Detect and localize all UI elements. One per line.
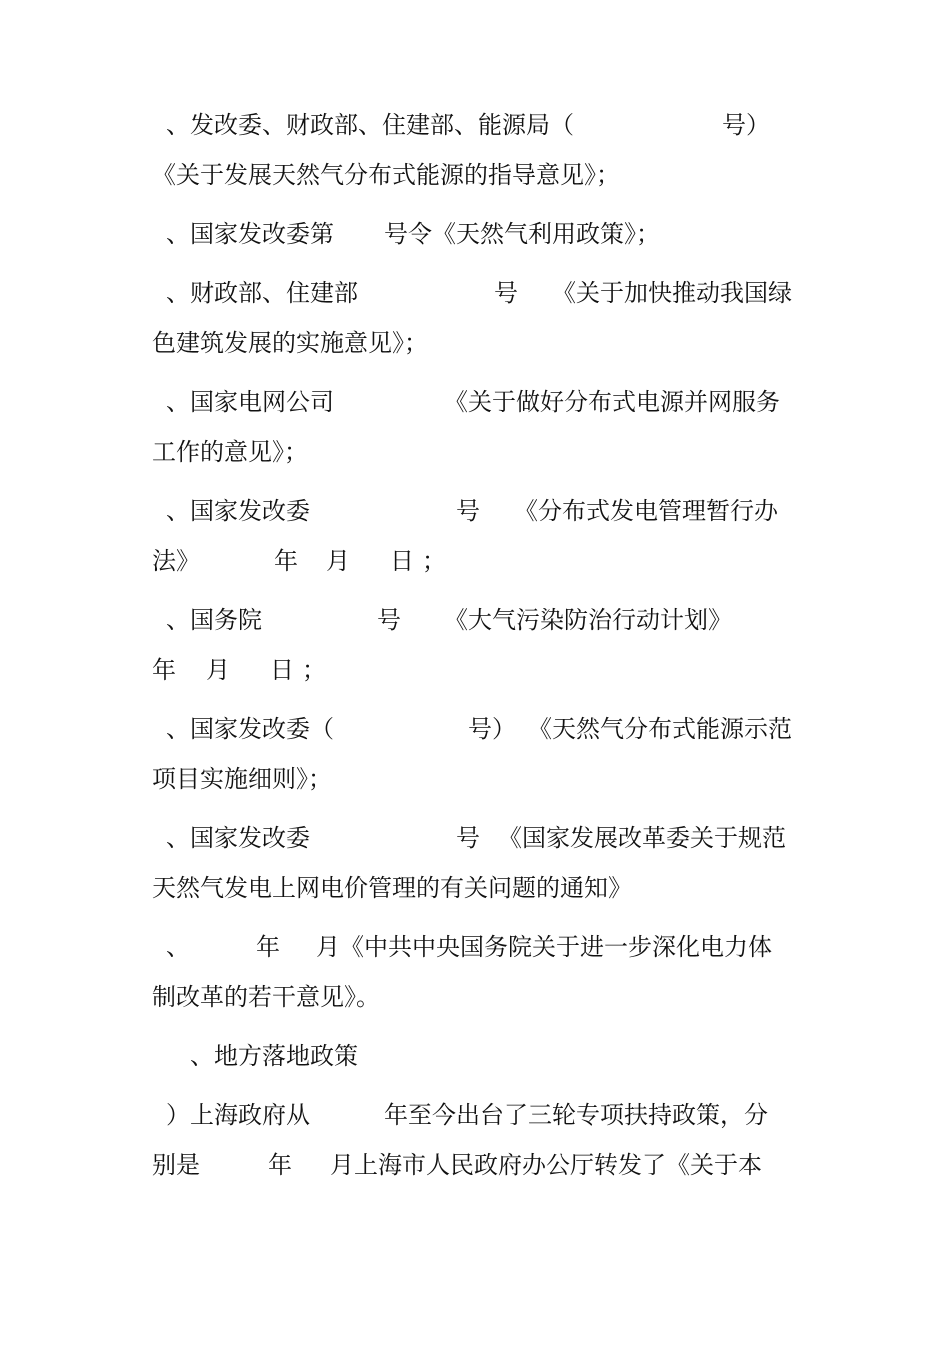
text-segment: 年 (274, 547, 298, 575)
text-segment: 天然气发电上网电价管理的有关问题的通知》 (152, 874, 632, 902)
text-line (0, 927, 950, 967)
section-heading: 、地方落地政策 (190, 1042, 358, 1070)
text-segment: 色建筑发展的实施意见》； (152, 329, 428, 357)
text-segment: ）上海政府从 (166, 1101, 310, 1129)
text-segment: 、发改委、财政部、住建部、能源局（ (166, 111, 574, 139)
text-line (0, 977, 950, 1017)
text-segment: 别是 (152, 1151, 200, 1179)
text-line (0, 868, 950, 908)
text-segment: 工作的意见》； (152, 438, 308, 466)
text-line (0, 382, 950, 422)
text-segment: 、国家电网公司 (166, 388, 334, 416)
text-segment: ； (302, 656, 326, 684)
text-line (0, 323, 950, 363)
text-segment: 《关于发展天然气分布式能源的指导意见》； (152, 161, 620, 189)
text-segment: 、国务院 (166, 606, 262, 634)
text-line (0, 818, 950, 858)
text-segment: 日 (390, 547, 414, 575)
text-line (0, 491, 950, 531)
text-line (0, 1145, 950, 1185)
text-segment: 号 (377, 606, 401, 634)
text-line (0, 273, 950, 313)
text-segment: 《天然气分布式能源示范 (528, 715, 792, 743)
text-segment: 号 (456, 824, 480, 852)
text-line (0, 1095, 950, 1135)
text-line (0, 1036, 950, 1076)
text-line (0, 432, 950, 472)
text-segment: 《分布式发电管理暂行办 (514, 497, 778, 525)
text-segment: 、国家发改委 (166, 497, 310, 525)
text-segment: 、 (166, 933, 190, 961)
text-line (0, 709, 950, 749)
text-segment: 年 (268, 1151, 292, 1179)
text-segment: 、财政部、住建部 (166, 279, 358, 307)
text-segment: 月上海市人民政府办公厅转发了《关于本 (330, 1151, 762, 1179)
text-segment: 、国家发改委 (166, 824, 310, 852)
text-segment: ； (422, 547, 446, 575)
text-line (0, 541, 950, 581)
text-line (0, 155, 950, 195)
text-segment: 月 (206, 656, 230, 684)
text-segment: 号） (722, 111, 770, 139)
text-segment: 法》 (152, 547, 200, 575)
text-segment: 制改革的若干意见》。 (152, 983, 380, 1011)
text-segment: 年 (256, 933, 280, 961)
text-line (0, 600, 950, 640)
text-line (0, 759, 950, 799)
text-line (0, 650, 950, 690)
text-line (0, 214, 950, 254)
text-segment: 年至今出台了三轮专项扶持政策，分 (384, 1101, 768, 1129)
text-segment: 号） (468, 715, 516, 743)
text-segment: 日 (270, 656, 294, 684)
text-segment: 项目实施细则》； (152, 765, 332, 793)
text-segment: 《关于做好分布式电源并网服务 (444, 388, 780, 416)
text-line (0, 105, 950, 145)
text-segment: 《国家发展改革委关于规范 (498, 824, 786, 852)
text-segment: 号 (494, 279, 518, 307)
text-segment: 年 (152, 656, 176, 684)
text-segment: 、国家发改委第 (166, 220, 334, 248)
text-segment: 号令《天然气利用政策》； (384, 220, 660, 248)
text-segment: 号 (456, 497, 480, 525)
text-segment: 月 (326, 547, 350, 575)
text-segment: 《关于加快推动我国绿 (552, 279, 792, 307)
text-segment: 月《中共中央国务院关于进一步深化电力体 (316, 933, 772, 961)
text-segment: 《大气污染防治行动计划》 (444, 606, 732, 634)
text-segment: 、国家发改委（ (166, 715, 334, 743)
